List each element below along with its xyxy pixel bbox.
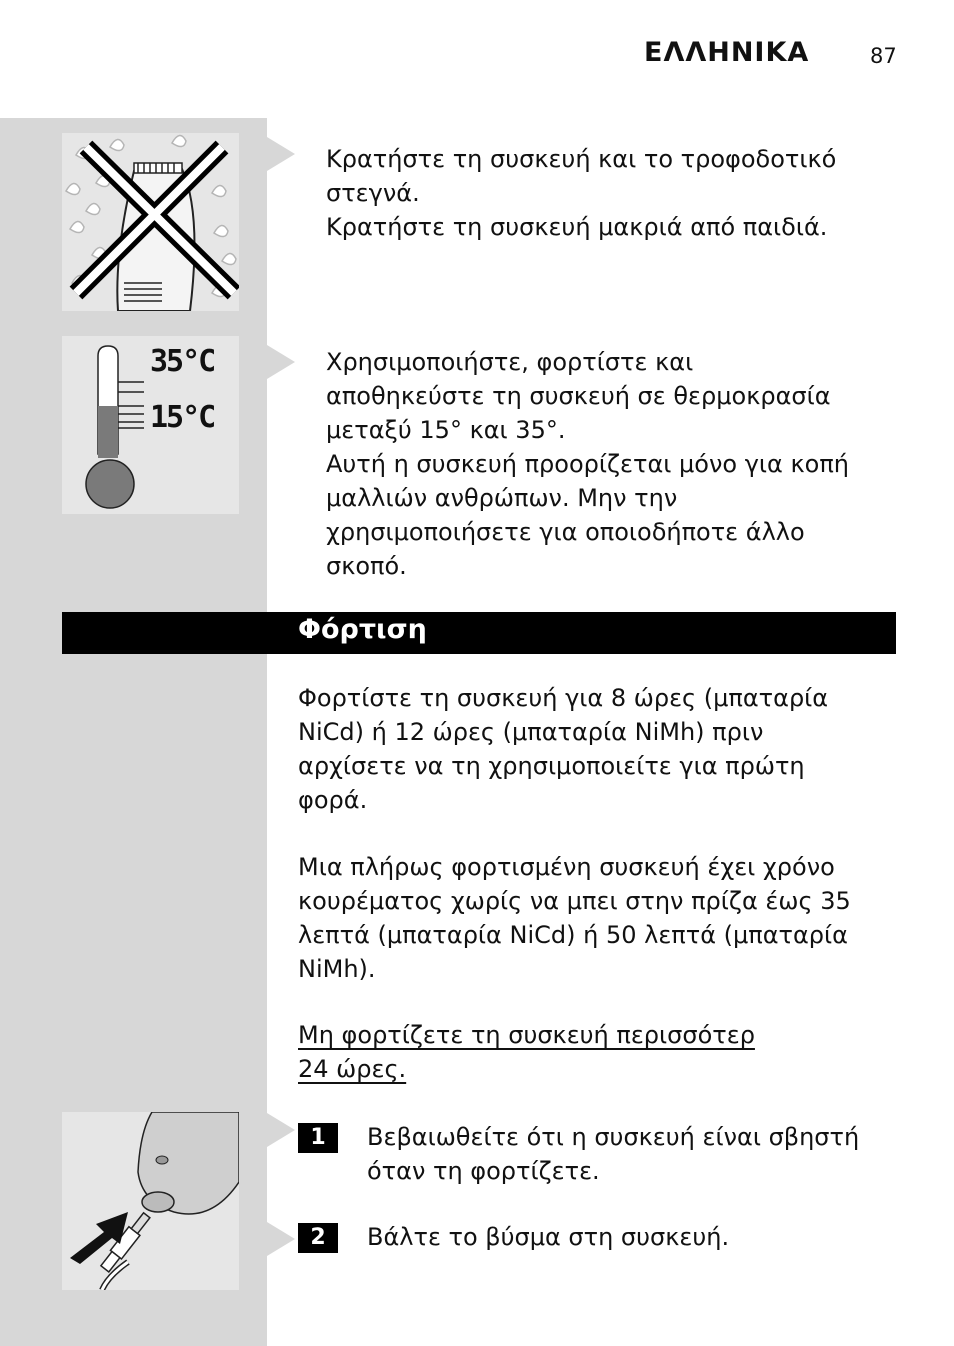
notch (267, 345, 295, 379)
no-water-illustration (62, 133, 239, 311)
text-line: χρησιμοποιήσετε για οποιοδήποτε άλλο (326, 518, 805, 546)
step-number: 1 (298, 1123, 338, 1153)
temp-high-label: 35°C (150, 344, 215, 379)
plug-icon (62, 1112, 239, 1290)
text-line: αποθηκεύστε τη συσκευή σε θερμοκρασία (326, 382, 831, 410)
step-number: 2 (298, 1223, 338, 1253)
text-line: Βάλτε το βύσμα στη συσκευή. (367, 1223, 730, 1251)
text-line: μαλλιών ανθρώπων. Μην την (326, 484, 678, 512)
charging-paragraph-2 (298, 850, 851, 986)
text-line: Κρατήστε τη συσκευή και το τροφοδοτικό (326, 145, 837, 173)
text-line: φορά. (298, 786, 368, 814)
warning-line: Μη φορτίζετε τη συσκευή περισσότερ (298, 1021, 755, 1049)
page-language: ΕΛΛΗΝΙΚΑ (644, 37, 810, 68)
text-line: Κρατήστε τη συσκευή μακριά από παιδιά. (326, 213, 828, 241)
warning-line: 24 ώρες. (298, 1055, 407, 1083)
text-line: στεγνά. (326, 179, 420, 207)
notch (267, 137, 295, 171)
text-line: μεταξύ 15° και 35°. (326, 416, 566, 444)
notch (267, 1222, 295, 1256)
temp-low-label: 15°C (150, 400, 215, 435)
keep-dry-text (326, 142, 836, 244)
text-line: Βεβαιωθείτε ότι η συσκευή είναι σβηστή (367, 1123, 860, 1151)
thermometer-illustration (62, 336, 239, 514)
text-line: κουρέματος χωρίς να μπει στην πρίζα έως 35 (298, 887, 851, 915)
plug-illustration (62, 1112, 239, 1290)
step-text (367, 1220, 729, 1254)
step-text (367, 1120, 859, 1188)
section-title: Φόρτιση (298, 614, 427, 645)
text-line: Μια πλήρως φορτισμένη συσκευή έχει χρόνο (298, 853, 835, 881)
text-line: Χρησιμοποιήστε, φορτίστε και (326, 348, 694, 376)
text-line: λεπτά (μπαταρία NiCd) ή 50 λεπτά (μπαταρία (298, 921, 848, 949)
text-line: Αυτή η συσκευή προορίζεται μόνο για κοπή (326, 450, 849, 478)
notch (267, 1113, 295, 1147)
text-line: σκοπό. (326, 552, 407, 580)
text-line: όταν τη φορτίζετε. (367, 1157, 600, 1185)
temperature-text (326, 345, 849, 583)
no-water-icon (62, 133, 239, 311)
text-line: Φορτίστε τη συσκευή για 8 ώρες (μπαταρία (298, 684, 829, 712)
page-number: 87 (870, 44, 897, 68)
charging-warning (298, 1018, 755, 1086)
text-line: αρχίσετε να τη χρησιμοποιείτε για πρώτη (298, 752, 805, 780)
text-line: NiCd) ή 12 ώρες (μπαταρία NiMh) πριν (298, 718, 764, 746)
text-line: NiMh). (298, 955, 376, 983)
charging-paragraph-1 (298, 681, 828, 817)
section-heading-bar (62, 612, 896, 654)
